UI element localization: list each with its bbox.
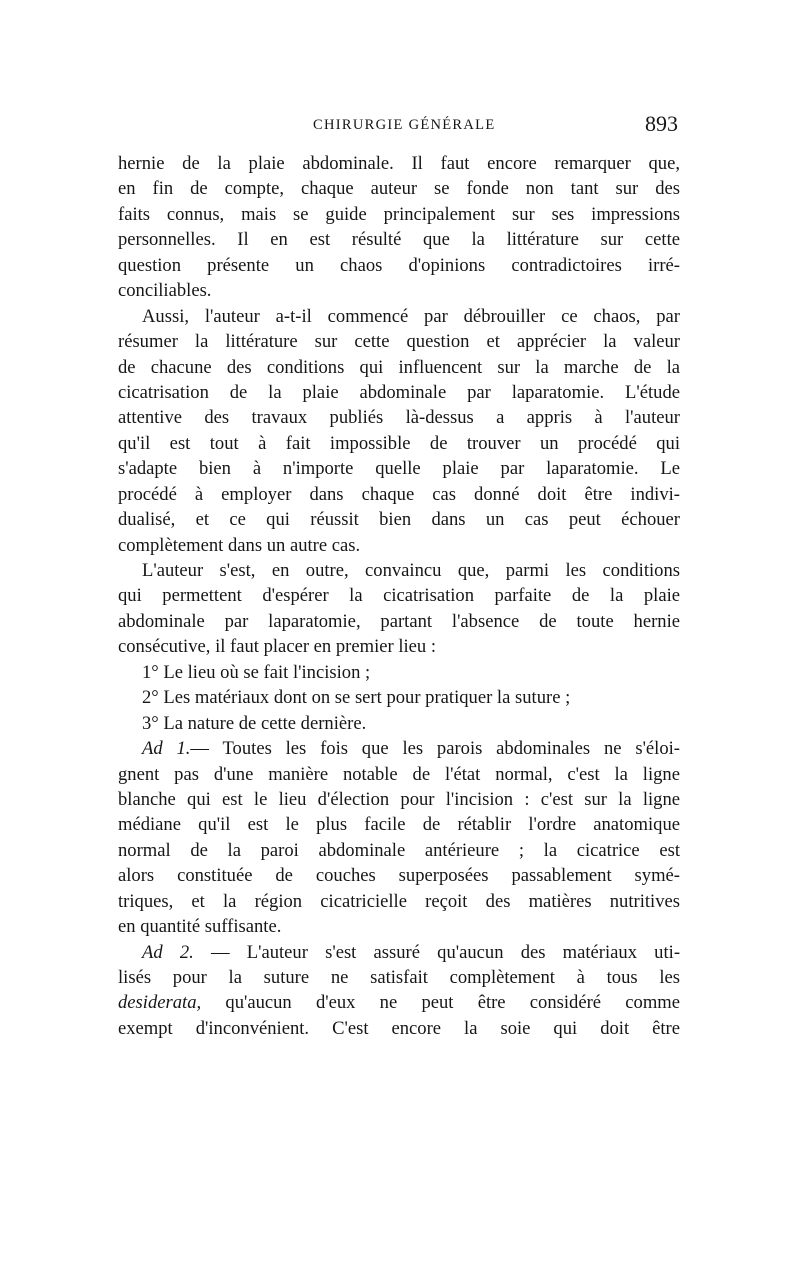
text-line: qu'il est tout à fait impossible de trouver un procédé qui bbox=[118, 432, 680, 454]
text-line: procédé à employer dans chaque cas donné doit être indivi- bbox=[118, 483, 680, 505]
text-line: question présente un chaos d'opinions contradictoires irré- bbox=[118, 254, 680, 276]
text-line: médiane qu'il est le plus facile de rétablir l'ordre anatomique bbox=[118, 814, 680, 836]
list-item: 3° La nature de cette dernière. bbox=[142, 712, 367, 734]
body-text bbox=[118, 151, 680, 1041]
section-lead: Ad 2. bbox=[142, 941, 194, 963]
text-line: s'adapte bien à n'importe quelle plaie par laparatomie. Le bbox=[118, 458, 680, 480]
text-line: de chacune des conditions qui influencent sur la marche de la bbox=[118, 356, 680, 378]
text-line: alors constituée de couches superposées passablement symé- bbox=[118, 865, 680, 887]
text-line: desiderata, qu'aucun d'eux ne peut être considéré comme bbox=[118, 992, 680, 1014]
text-line: abdominale par laparatomie, partant l'absence de toute hernie bbox=[118, 610, 680, 632]
text-line: exempt d'inconvénient. C'est encore la soie qui doit être bbox=[118, 1017, 680, 1039]
text-line: conciliables. bbox=[118, 280, 212, 302]
text-line: Aussi, l'auteur a-t-il commencé par débrouiller ce chaos, par bbox=[142, 305, 680, 327]
running-head bbox=[118, 113, 680, 141]
text-line: en fin de compte, chaque auteur se fonde non tant sur des bbox=[118, 178, 680, 200]
emphasis: desiderata, bbox=[118, 992, 202, 1014]
text-line: hernie de la plaie abdominale. Il faut encore remarquer que, bbox=[118, 153, 680, 174]
text-line: consécutive, il faut placer en premier lieu : bbox=[118, 636, 437, 658]
running-title: CHIRURGIE GÉNÉRALE bbox=[313, 117, 496, 133]
section-lead: Ad 1. bbox=[142, 738, 191, 760]
list-item: 1° Le lieu où se fait l'incision ; bbox=[142, 661, 371, 683]
text-line: lisés pour la suture ne satisfait complètement à tous les bbox=[118, 967, 680, 988]
page-number: 893 bbox=[645, 111, 678, 136]
text-line: cicatrisation de la plaie abdominale par laparatomie. L'étude bbox=[118, 381, 680, 403]
list-item: 2° Les matériaux dont on se sert pour pratiquer la suture ; bbox=[142, 687, 571, 709]
text-line: normal de la paroi abdominale antérieure ; la cicatrice est bbox=[118, 839, 680, 861]
text-line: qui permettent d'espérer la cicatrisation parfaite de la plaie bbox=[118, 585, 680, 607]
text-line: attentive des travaux publiés là-dessus a appris à l'auteur bbox=[118, 407, 680, 429]
text-line: L'auteur s'est, en outre, convaincu que, parmi les conditions bbox=[142, 560, 680, 581]
text-line: Ad 2. — L'auteur s'est assuré qu'aucun des matériaux uti- bbox=[142, 941, 681, 963]
text-line: en quantité suffisante. bbox=[118, 916, 282, 938]
text-line: blanche qui est le lieu d'élection pour l'incision : c'est sur la ligne bbox=[118, 788, 680, 810]
text-line: dualisé, et ce qui réussit bien dans un cas peut échouer bbox=[118, 509, 680, 531]
text-line: résumer la littérature sur cette question et apprécier la valeur bbox=[118, 331, 680, 353]
text-line: faits connus, mais se guide principalement sur ses impressions bbox=[118, 203, 680, 225]
text-line: gnent pas d'une manière notable de l'état normal, c'est la ligne bbox=[118, 763, 680, 785]
text-line: Ad 1.— Toutes les fois que les parois abdominales ne s'éloi- bbox=[142, 738, 681, 760]
text-line: complètement dans un autre cas. bbox=[118, 534, 361, 556]
text-line: triques, et la région cicatricielle reçoit des matières nutritives bbox=[118, 890, 680, 912]
text-line: personnelles. Il en est résulté que la littérature sur cette bbox=[118, 229, 680, 251]
